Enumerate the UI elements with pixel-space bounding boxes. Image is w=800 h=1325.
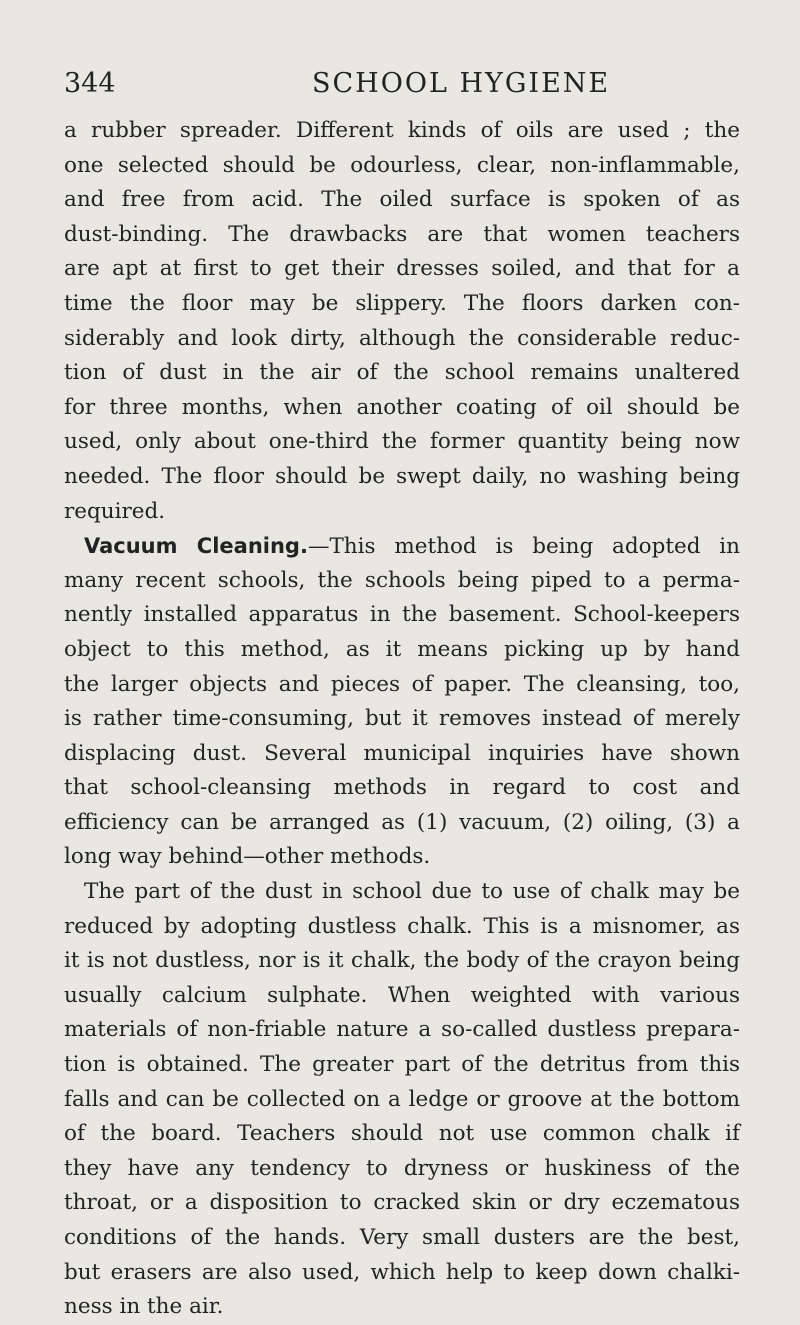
- running-head: [64, 64, 736, 104]
- text-line: reduced by adopting dustless chalk. This is a misnomer, as: [64, 913, 740, 939]
- text-line: tion is obtained. The greater part of the detritus from this: [64, 1052, 740, 1078]
- body-text: [64, 114, 740, 1325]
- text-line: siderably and look dirty, although the considerable reduc-: [64, 325, 740, 351]
- text-line: of the board. Teachers should not use common chalk if: [64, 1121, 740, 1147]
- page-number: 344: [64, 68, 116, 99]
- text-line: object to this method, as it means picking up by hand: [64, 636, 740, 662]
- section-heading-line: [64, 529, 740, 564]
- text-line: and free from acid. The oiled surface is spoken of as: [64, 187, 740, 213]
- text-line: throat, or a disposition to cracked skin or dry eczematous: [64, 1190, 740, 1216]
- text-line: long way behind—other methods.: [64, 844, 431, 870]
- text-line: falls and can be collected on a ledge or groove at the bottom: [64, 1086, 740, 1112]
- text-line: are apt at first to get their dresses soiled, and that for a: [64, 256, 740, 282]
- text-line: dust-binding. The drawbacks are that women teachers: [64, 221, 740, 247]
- text-line: required.: [64, 498, 166, 524]
- text-line: efficiency can be arranged as (1) vacuum, (2) oiling, (3) a: [64, 809, 740, 835]
- text-line: usually calcium sulphate. When weighted with various: [64, 982, 740, 1008]
- text-line: tion of dust in the air of the school remains unaltered: [64, 360, 740, 386]
- text-line: that school-cleansing methods in regard to cost and: [64, 775, 740, 801]
- text-line: used, only about one-third the former quantity being now: [64, 429, 740, 455]
- section-heading-continuation: —This method is being adopted in: [307, 534, 741, 560]
- text-line: it is not dustless, nor is it chalk, the body of the crayon being: [64, 948, 740, 974]
- text-line: ness in the air.: [64, 1294, 224, 1320]
- text-line: displacing dust. Several municipal inquiries have shown: [64, 740, 740, 766]
- text-line: nently installed apparatus in the basement. School-keepers: [64, 602, 740, 628]
- text-line: needed. The floor should be swept daily, no washing being: [64, 463, 740, 489]
- running-title: SCHOOL HYGIENE: [312, 68, 611, 99]
- text-line: a rubber spreader. Different kinds of oils are used ; the: [64, 118, 740, 143]
- section-heading: Vacuum Cleaning.: [84, 534, 308, 559]
- text-line: conditions of the hands. Very small dusters are the best,: [64, 1225, 740, 1250]
- text-line: they have any tendency to dryness or huskiness of the: [64, 1155, 740, 1181]
- text-line: for three months, when another coating of oil should be: [64, 394, 740, 420]
- text-line: materials of non-friable nature a so-called dustless prepara-: [64, 1017, 740, 1043]
- text-line: many recent schools, the schools being piped to a perma-: [64, 567, 740, 593]
- text-line: one selected should be odourless, clear, non-inflammable,: [64, 152, 740, 178]
- text-line: is rather time-consuming, but it removes instead of merely: [64, 706, 740, 732]
- text-line: but erasers are also used, which help to keep down chalki-: [64, 1259, 740, 1285]
- text-line: time the floor may be slippery. The floors darken con-: [64, 290, 740, 316]
- text-line: The part of the dust in school due to use of chalk may be: [84, 879, 740, 905]
- text-line: the larger objects and pieces of paper. The cleansing, too,: [64, 671, 740, 697]
